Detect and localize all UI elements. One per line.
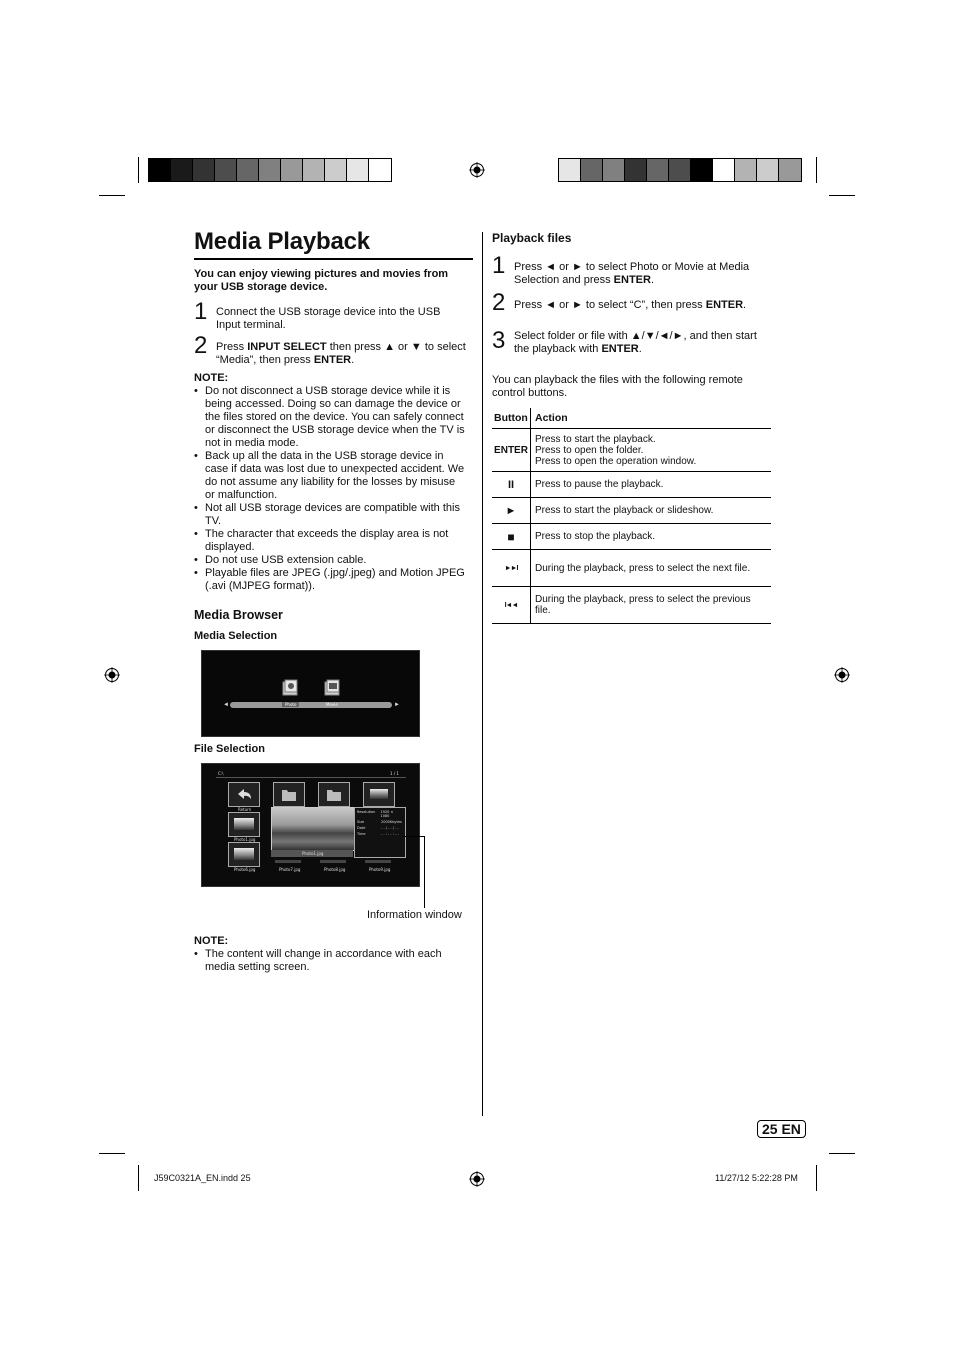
table-row <box>492 429 771 472</box>
info-value: 1920 × 1080 <box>380 810 394 818</box>
folder-tile[interactable] <box>273 782 305 807</box>
button-table <box>492 408 771 624</box>
crop-mark <box>99 1153 125 1154</box>
photo-option[interactable]: Photo <box>282 702 299 707</box>
color-swatch <box>259 159 281 181</box>
color-swatch <box>735 159 757 181</box>
table-row <box>492 587 771 624</box>
file-label: Photo6.jpg <box>234 867 256 872</box>
step-text: Select folder or file with ▲/▼/◄/►, and then start the playback with ENTER. <box>514 330 757 355</box>
stop-icon: ■ <box>492 524 531 550</box>
crop-mark <box>816 157 817 183</box>
folder-icon <box>274 783 304 806</box>
info-row <box>357 810 403 818</box>
info-key: Size <box>357 820 365 824</box>
crop-mark <box>829 1153 855 1154</box>
footer-timestamp: 11/27/12 5:22:28 PM <box>715 1173 798 1183</box>
color-swatch <box>171 159 193 181</box>
color-swatch <box>369 159 391 181</box>
note-list <box>194 948 466 974</box>
photo-thumbnail[interactable] <box>228 842 260 867</box>
media-selection-screen <box>201 650 420 737</box>
info-key: Date <box>357 826 366 830</box>
color-swatch <box>713 159 735 181</box>
color-swatch <box>757 159 779 181</box>
action-line: Press to open the folder. <box>535 444 644 456</box>
color-swatch <box>193 159 215 181</box>
thumbnail-label: Photo1.jpg <box>234 837 256 842</box>
table-row <box>492 498 771 524</box>
photo-folder-icon <box>282 679 300 697</box>
color-swatch <box>581 159 603 181</box>
color-swatch <box>303 159 325 181</box>
note-item: • Back up all the data in the USB storage device in case if data was lost due to unexpected accident. We do not assume any liability for the losses by misuse or malfunction. <box>194 450 466 502</box>
table-row <box>492 550 771 587</box>
info-key: Time <box>357 832 366 836</box>
color-swatch <box>215 159 237 181</box>
column-divider <box>482 232 483 1116</box>
photo-tile[interactable] <box>363 782 395 807</box>
footer-filename: J59C0321A_EN.indd 25 <box>154 1173 251 1183</box>
color-bar-left <box>148 158 392 182</box>
info-row <box>357 820 403 824</box>
action-cell: During the playback, press to select the next file. <box>531 550 772 587</box>
color-swatch <box>347 159 369 181</box>
color-swatch <box>603 159 625 181</box>
step-text: Press ◄ or ► to select “C”, then press ENTER. <box>514 299 747 311</box>
folder-tile[interactable] <box>318 782 350 807</box>
tile-placeholder <box>320 860 346 863</box>
tile-placeholder <box>365 860 391 863</box>
header-divider <box>216 777 406 778</box>
file-selection-heading: File Selection <box>194 743 265 755</box>
step-number: 2 <box>194 332 208 359</box>
action-cell: Press to start the playback or slideshow. <box>531 498 772 524</box>
return-tile[interactable] <box>228 782 260 807</box>
crop-mark <box>816 1165 817 1191</box>
color-swatch <box>149 159 171 181</box>
media-selection-bar <box>230 702 392 708</box>
crop-mark <box>829 195 855 196</box>
folder-icon <box>319 783 349 806</box>
registration-mark-icon <box>469 162 485 178</box>
movie-option[interactable]: Movie <box>326 702 338 707</box>
page-indicator: 1 / 1 <box>390 771 399 776</box>
note-item: • Playable files are JPEG (.jpg/.jpeg) and Motion JPEG (.avi (MJPEG format)). <box>194 567 466 593</box>
pause-icon: II <box>492 472 531 498</box>
color-swatch <box>691 159 713 181</box>
skip-previous-icon: I◄◄ <box>492 587 531 624</box>
color-swatch <box>779 159 801 181</box>
skip-next-icon: ►►I <box>492 550 531 587</box>
crop-mark <box>138 1165 139 1191</box>
information-window <box>354 807 406 858</box>
action-cell: Press to pause the playback. <box>531 472 772 498</box>
action-cell: During the playback, press to select the previous file. <box>531 587 772 624</box>
note-item: • The content will change in accordance with each media setting screen. <box>194 948 466 974</box>
play-icon: ► <box>492 498 531 524</box>
file-label: Photo9.jpg <box>369 867 391 872</box>
color-swatch <box>647 159 669 181</box>
note-item: • Do not disconnect a USB storage device while it is being accessed. Doing so can damage the device or the files stored on the device. You can safely connect or disconnect the USB storage device when the TV is not in media mode. <box>194 385 466 450</box>
info-value: - - : - - : - - <box>381 832 399 836</box>
info-key: Resolution <box>357 810 376 814</box>
right-arrow-icon[interactable]: ► <box>394 702 400 708</box>
note-item: • Do not use USB extension cable. <box>194 554 466 567</box>
note-heading: NOTE: <box>194 372 229 384</box>
step-number: 3 <box>492 327 506 354</box>
color-swatch <box>325 159 347 181</box>
intro-text: You can enjoy viewing pictures and movies from your USB storage device. <box>194 268 449 293</box>
column-header-action: Action <box>535 412 568 424</box>
step-number: 1 <box>194 298 208 325</box>
step-text: Connect the USB storage device into the USB Input terminal. <box>216 306 441 331</box>
color-swatch <box>281 159 303 181</box>
file-selection-screen <box>201 763 420 887</box>
step-text: Press INPUT SELECT then press ▲ or ▼ to select “Media”, then press ENTER. <box>216 341 466 366</box>
file-label: Photo7.jpg <box>279 867 301 872</box>
info-row <box>357 826 403 830</box>
color-bar-right <box>558 158 802 182</box>
callout-line <box>424 836 425 908</box>
table-row <box>492 524 771 550</box>
action-cell: Press to stop the playback. <box>531 524 772 550</box>
tile-placeholder <box>275 860 301 863</box>
enter-button-label: ENTER <box>492 429 531 472</box>
return-arrow-icon <box>229 783 259 806</box>
note-item: • The character that exceeds the display area is not displayed. <box>194 528 466 554</box>
return-label: Return <box>238 807 252 812</box>
action-line: Press to open the operation window. <box>535 455 697 467</box>
media-selection-heading: Media Selection <box>194 630 278 642</box>
file-label: Photo8.jpg <box>324 867 346 872</box>
action-line: Press to start the playback. <box>535 433 656 445</box>
path-label: C:\ <box>218 771 224 776</box>
note-heading: NOTE: <box>194 935 229 947</box>
color-swatch <box>625 159 647 181</box>
information-window-label: Information window <box>367 909 462 921</box>
column-header-button: Button <box>492 408 531 429</box>
registration-mark-icon <box>834 667 850 683</box>
action-cell <box>531 429 772 472</box>
left-arrow-icon[interactable]: ◄ <box>223 702 229 708</box>
preview-image <box>271 807 355 851</box>
color-swatch <box>669 159 691 181</box>
info-value: 2000Kbytes <box>381 820 402 824</box>
remote-intro: You can playback the files with the following remote control buttons. <box>492 374 743 399</box>
playback-heading: Playback files <box>492 231 572 245</box>
table-row <box>492 472 771 498</box>
crop-mark <box>99 195 125 196</box>
media-browser-heading: Media Browser <box>194 608 283 622</box>
info-value: - - / - - / - - <box>381 826 399 830</box>
info-rows <box>355 810 405 836</box>
step-number: 2 <box>492 289 506 316</box>
color-swatch <box>237 159 259 181</box>
info-row <box>357 832 403 836</box>
page-title: Media Playback <box>194 228 370 255</box>
step-number: 1 <box>492 252 506 279</box>
callout-line <box>404 836 425 837</box>
note-item: • Not all USB storage devices are compatible with this TV. <box>194 502 466 528</box>
registration-mark-icon <box>104 667 120 683</box>
color-swatch <box>559 159 581 181</box>
note-list <box>194 385 466 593</box>
crop-mark <box>138 157 139 183</box>
registration-mark-icon <box>469 1171 485 1187</box>
preview-caption: Photo1.jpg <box>302 851 324 856</box>
page-number: 25 EN <box>757 1120 806 1138</box>
photo-thumbnail[interactable] <box>228 812 260 837</box>
movie-folder-icon <box>324 679 342 697</box>
title-rule <box>194 258 473 260</box>
step-text: Press ◄ or ► to select Photo or Movie at Media Selection and press ENTER. <box>514 261 750 286</box>
